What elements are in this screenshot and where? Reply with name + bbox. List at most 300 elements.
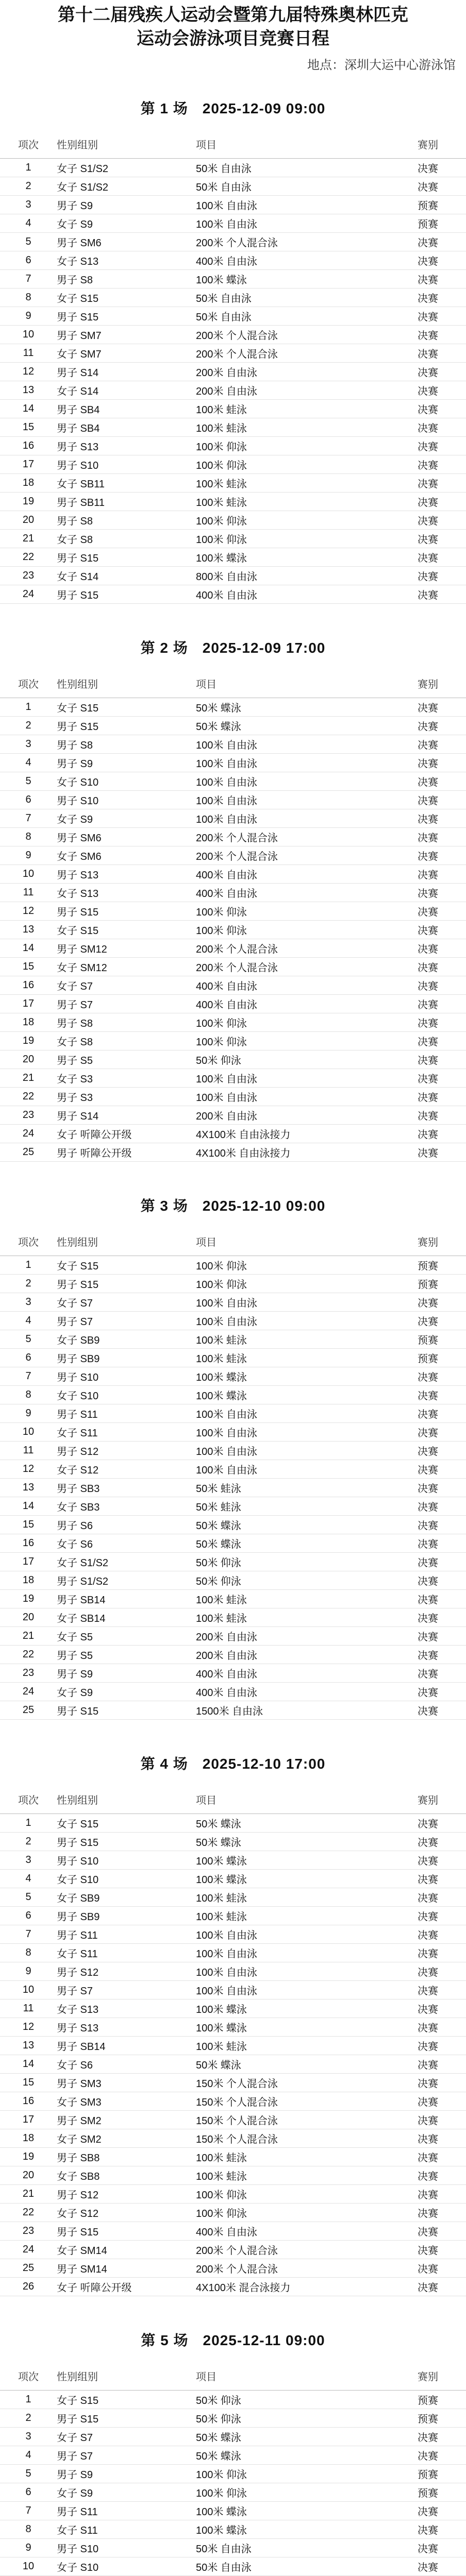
col-round-cell: 决赛: [418, 493, 466, 511]
section-gap: [0, 604, 466, 619]
col-category-cell: 女子 听障公开级: [57, 1125, 196, 1143]
col-category-cell: 男子 S8: [57, 511, 196, 530]
col-round-cell: 决赛: [418, 1312, 466, 1330]
col-event-no-cell: 7: [0, 2502, 57, 2520]
col-event-cell: 200米 个人混合泳: [196, 233, 418, 251]
col-event-cell: 100米 蛙泳: [196, 2166, 418, 2185]
col-round-cell: 决赛: [418, 995, 466, 1013]
table-row: [0, 400, 466, 418]
table-row: [0, 1646, 466, 1664]
col-event-cell: 100米 仰泳: [196, 1032, 418, 1050]
table-row: [0, 809, 466, 828]
col-category-cell: 男子 SB4: [57, 400, 196, 418]
col-event-no-cell: 13: [0, 921, 57, 939]
col-round-cell: 决赛: [418, 1981, 466, 1999]
col-round-cell: 决赛: [418, 1423, 466, 1442]
col-category-cell: 女子 S13: [57, 884, 196, 902]
col-event-cell: 200米 自由泳: [196, 1646, 418, 1664]
col-event-no-cell: 21: [0, 2185, 57, 2204]
col-event-cell: 150米 个人混合泳: [196, 2111, 418, 2129]
table-row: [0, 1907, 466, 1925]
col-event-no-header: 项次: [0, 1785, 57, 1814]
col-event-cell: 100米 蝶泳: [196, 1367, 418, 1386]
table-row: [0, 976, 466, 995]
table-row: [0, 2259, 466, 2278]
col-round-cell: 决赛: [418, 2148, 466, 2166]
col-event-no-cell: 22: [0, 1088, 57, 1106]
col-category-cell: 男子 S12: [57, 2185, 196, 2204]
table-row: [0, 735, 466, 754]
table-row: [0, 1032, 466, 1050]
col-category-cell: 女子 SB9: [57, 1888, 196, 1907]
col-round-cell: 决赛: [418, 1925, 466, 1944]
col-round-cell: 决赛: [418, 177, 466, 196]
table-row: [0, 1516, 466, 1534]
col-event-cell: 100米 蛙泳: [196, 400, 418, 418]
col-event-no-cell: 4: [0, 214, 57, 233]
schedule-table: [0, 1785, 466, 2296]
col-event-no-cell: 23: [0, 567, 57, 585]
col-round-cell: 决赛: [418, 159, 466, 177]
col-event-no-cell: 6: [0, 1349, 57, 1367]
col-event-no-cell: 3: [0, 1851, 57, 1870]
table-row: [0, 2037, 466, 2055]
col-event-cell: 100米 自由泳: [196, 1442, 418, 1460]
table-row: [0, 1386, 466, 1404]
col-category-cell: 女子 SB3: [57, 1497, 196, 1516]
col-category-cell: 男子 S14: [57, 1106, 196, 1125]
table-row: [0, 326, 466, 344]
table-row: [0, 939, 466, 958]
col-event-cell: 50米 自由泳: [196, 2557, 418, 2576]
table-row: [0, 511, 466, 530]
table-row: [0, 2446, 466, 2465]
col-round-cell: 决赛: [418, 717, 466, 735]
table-row: [0, 177, 466, 196]
col-category-cell: 女子 S9: [57, 214, 196, 233]
col-event-cell: 200米 自由泳: [196, 381, 418, 400]
col-event-cell: 100米 自由泳: [196, 1423, 418, 1442]
session-name: 第 5 场: [141, 2332, 189, 2348]
col-category-cell: 男子 S3: [57, 1088, 196, 1106]
col-event-cell: 50米 仰泳: [196, 1553, 418, 1571]
session-name: 第 3 场: [140, 1198, 188, 1214]
col-event-no-header: 项次: [0, 669, 57, 698]
col-event-no-cell: 22: [0, 2204, 57, 2222]
col-event-no-cell: 17: [0, 2111, 57, 2129]
col-event-cell: 4X100米 自由泳接力: [196, 1125, 418, 1143]
col-event-no-cell: 14: [0, 2055, 57, 2074]
col-round-cell: 决赛: [418, 2185, 466, 2204]
col-round-cell: 决赛: [418, 1050, 466, 1069]
col-event-no-cell: 2: [0, 1833, 57, 1851]
col-event-cell: 100米 自由泳: [196, 754, 418, 772]
col-event-no-cell: 20: [0, 2166, 57, 2185]
col-event-cell: 100米 仰泳: [196, 902, 418, 921]
col-category-cell: 女子 S6: [57, 1534, 196, 1553]
col-event-cell: 100米 蝶泳: [196, 270, 418, 289]
col-round-cell: 决赛: [418, 902, 466, 921]
col-event-no-cell: 8: [0, 828, 57, 846]
col-event-cell: 100米 仰泳: [196, 921, 418, 939]
session-section: [0, 1184, 466, 1735]
col-event-cell: 400米 自由泳: [196, 995, 418, 1013]
col-round-cell: 决赛: [418, 809, 466, 828]
table-row: [0, 530, 466, 548]
table-row: [0, 902, 466, 921]
col-event-cell: 400米 自由泳: [196, 585, 418, 604]
col-event-cell: 400米 自由泳: [196, 976, 418, 995]
col-round-cell: 决赛: [418, 1664, 466, 1683]
col-category-cell: 男子 S13: [57, 437, 196, 455]
col-event-no-cell: 13: [0, 2037, 57, 2055]
col-event-cell: 100米 自由泳: [196, 196, 418, 214]
col-round-cell: 决赛: [418, 2557, 466, 2576]
col-round-cell: 决赛: [418, 1814, 466, 1833]
col-event-no-cell: 20: [0, 1608, 57, 1627]
col-category-cell: 女子 S15: [57, 1814, 196, 1833]
col-event-no-cell: 24: [0, 1683, 57, 1701]
col-round-cell: 决赛: [418, 2539, 466, 2557]
col-round-cell: 决赛: [418, 1442, 466, 1460]
col-category-cell: 男子 S15: [57, 2409, 196, 2428]
table-row: [0, 846, 466, 865]
session-section: [0, 2319, 466, 2576]
col-event-no-cell: 5: [0, 2465, 57, 2483]
table-row: [0, 1312, 466, 1330]
col-event-cell: 100米 蝶泳: [196, 1851, 418, 1870]
col-event-cell: 200米 个人混合泳: [196, 326, 418, 344]
col-round-cell: 决赛: [418, 363, 466, 381]
col-event-cell: 400米 自由泳: [196, 1664, 418, 1683]
col-event-no-cell: 7: [0, 1925, 57, 1944]
sessions-container: [0, 87, 466, 2576]
col-event-cell: 4X100米 混合泳接力: [196, 2278, 418, 2296]
col-round-cell: 决赛: [418, 2092, 466, 2111]
schedule-table: [0, 129, 466, 604]
col-round-cell: 预赛: [418, 2483, 466, 2502]
col-round-cell: 预赛: [418, 1349, 466, 1367]
table-row: [0, 1256, 466, 1275]
col-round-cell: 预赛: [418, 196, 466, 214]
col-event-no-cell: 24: [0, 1125, 57, 1143]
col-category-cell: 男子 SB11: [57, 493, 196, 511]
col-category-cell: 男子 SB4: [57, 418, 196, 437]
col-category-cell: 男子 S12: [57, 1442, 196, 1460]
col-event-no-cell: 14: [0, 1497, 57, 1516]
col-event-no-cell: 16: [0, 437, 57, 455]
col-round-cell: 决赛: [418, 939, 466, 958]
col-event-cell: 100米 蛙泳: [196, 1590, 418, 1608]
col-event-cell: 100米 蛙泳: [196, 1349, 418, 1367]
col-event-cell: 100米 蝶泳: [196, 2520, 418, 2539]
col-event-cell: 50米 蛙泳: [196, 1479, 418, 1497]
table-row: [0, 2465, 466, 2483]
col-event-no-cell: 10: [0, 1981, 57, 1999]
col-round-cell: 决赛: [418, 567, 466, 585]
col-event-cell: 100米 自由泳: [196, 1962, 418, 1981]
table-row: [0, 1367, 466, 1386]
col-category-cell: 女子 SB14: [57, 1608, 196, 1627]
table-row: [0, 2185, 466, 2204]
col-category-cell: 男子 SB14: [57, 1590, 196, 1608]
col-event-no-cell: 22: [0, 548, 57, 567]
col-round-cell: 决赛: [418, 1907, 466, 1925]
col-category-cell: 男子 S10: [57, 1367, 196, 1386]
col-category-cell: 女子 SM12: [57, 958, 196, 976]
session-datetime: 2025-12-11 09:00: [203, 2332, 325, 2348]
col-event-no-cell: 6: [0, 1907, 57, 1925]
session-section: [0, 626, 466, 1177]
table-row: [0, 196, 466, 214]
table-row: [0, 1833, 466, 1851]
col-category-cell: 男子 S10: [57, 1851, 196, 1870]
table-row: [0, 2391, 466, 2409]
table-row: [0, 2204, 466, 2222]
col-round-cell: 决赛: [418, 698, 466, 717]
col-round-cell: 决赛: [418, 1534, 466, 1553]
col-event-cell: 50米 蝶泳: [196, 1833, 418, 1851]
table-row: [0, 1962, 466, 1981]
col-category-cell: 男子 SM3: [57, 2074, 196, 2092]
col-category-cell: 女子 S15: [57, 698, 196, 717]
venue-label: 地点：深圳大运中心游泳馆: [307, 58, 456, 72]
table-row: [0, 1999, 466, 2018]
col-event-cell: 50米 蛙泳: [196, 1497, 418, 1516]
table-header-row: [0, 1227, 466, 1256]
col-round-cell: 决赛: [418, 2018, 466, 2037]
col-category-cell: 男子 S7: [57, 2446, 196, 2465]
col-event-no-cell: 17: [0, 995, 57, 1013]
col-event-cell: 4X100米 自由泳接力: [196, 1143, 418, 1162]
col-event-cell: 100米 自由泳: [196, 214, 418, 233]
table-header-row: [0, 1785, 466, 1814]
col-round-cell: 决赛: [418, 270, 466, 289]
col-event-no-cell: 6: [0, 251, 57, 270]
table-row: [0, 2148, 466, 2166]
col-event-cell: 100米 蝶泳: [196, 548, 418, 567]
col-event-cell: 50米 仰泳: [196, 1050, 418, 1069]
col-event-cell: 150米 个人混合泳: [196, 2092, 418, 2111]
col-event-cell: 50米 蝶泳: [196, 2428, 418, 2446]
col-category-cell: 女子 S15: [57, 1256, 196, 1275]
col-event-no-cell: 13: [0, 1479, 57, 1497]
col-round-cell: 决赛: [418, 437, 466, 455]
table-row: [0, 1590, 466, 1608]
col-round-cell: 决赛: [418, 511, 466, 530]
table-row: [0, 437, 466, 455]
col-event-cell: 150米 个人混合泳: [196, 2129, 418, 2148]
table-row: [0, 2074, 466, 2092]
table-row: [0, 995, 466, 1013]
col-event-cell: 400米 自由泳: [196, 1683, 418, 1701]
col-category-cell: 男子 S9: [57, 2465, 196, 2483]
table-row: [0, 418, 466, 437]
col-event-no-cell: 1: [0, 2391, 57, 2409]
col-event-cell: 100米 自由泳: [196, 1404, 418, 1423]
table-row: [0, 1293, 466, 1312]
col-event-cell: 100米 蛙泳: [196, 493, 418, 511]
col-category-cell: 女子 S3: [57, 1069, 196, 1088]
table-row: [0, 567, 466, 585]
col-event-no-cell: 18: [0, 474, 57, 493]
col-round-cell: 预赛: [418, 1330, 466, 1349]
section-gap: [0, 1720, 466, 1735]
col-event-header: 项目: [196, 1785, 418, 1814]
col-category-cell: 男子 S9: [57, 1664, 196, 1683]
table-row: [0, 2111, 466, 2129]
col-round-cell: 决赛: [418, 735, 466, 754]
col-event-no-cell: 1: [0, 1256, 57, 1275]
col-event-no-cell: 8: [0, 289, 57, 307]
col-category-cell: 女子 S12: [57, 1460, 196, 1479]
col-round-cell: 决赛: [418, 1497, 466, 1516]
col-round-cell: 决赛: [418, 344, 466, 363]
col-event-no-cell: 11: [0, 344, 57, 363]
session-name: 第 4 场: [140, 1756, 188, 1772]
table-row: [0, 2483, 466, 2502]
col-round-cell: 决赛: [418, 1999, 466, 2018]
col-category-cell: 女子 S7: [57, 2428, 196, 2446]
col-event-cell: 100米 自由泳: [196, 1293, 418, 1312]
table-row: [0, 233, 466, 251]
title-line-1: 第十二届残疾人运动会暨第九届特殊奥林匹克: [58, 5, 408, 25]
col-category-cell: 女子 S7: [57, 1293, 196, 1312]
col-category-cell: 女子 S11: [57, 2520, 196, 2539]
col-round-cell: 决赛: [418, 1627, 466, 1646]
col-event-no-cell: 14: [0, 400, 57, 418]
col-event-cell: 50米 蝶泳: [196, 2446, 418, 2465]
col-event-no-cell: 5: [0, 1888, 57, 1907]
col-event-cell: 100米 自由泳: [196, 791, 418, 809]
col-category-cell: 女子 S15: [57, 289, 196, 307]
table-row: [0, 1888, 466, 1907]
col-round-cell: 决赛: [418, 2037, 466, 2055]
col-event-cell: 50米 自由泳: [196, 2539, 418, 2557]
col-event-no-header: 项次: [0, 129, 57, 159]
col-event-cell: 100米 蝶泳: [196, 1870, 418, 1888]
col-event-no-cell: 10: [0, 326, 57, 344]
col-event-no-cell: 9: [0, 2539, 57, 2557]
col-event-no-cell: 18: [0, 1571, 57, 1590]
col-category-cell: 女子 S9: [57, 1683, 196, 1701]
col-category-cell: 女子 SB8: [57, 2166, 196, 2185]
table-row: [0, 1627, 466, 1646]
table-row: [0, 585, 466, 604]
col-event-no-cell: 7: [0, 1367, 57, 1386]
table-row: [0, 363, 466, 381]
col-category-header: 性别组别: [57, 2361, 196, 2391]
table-row: [0, 1349, 466, 1367]
session-name: 第 2 场: [140, 640, 188, 656]
col-round-cell: 决赛: [418, 772, 466, 791]
col-event-cell: 50米 蝶泳: [196, 1814, 418, 1833]
col-round-cell: 决赛: [418, 2222, 466, 2241]
col-category-cell: 男子 S9: [57, 754, 196, 772]
table-row: [0, 2520, 466, 2539]
col-round-cell: 决赛: [418, 846, 466, 865]
col-event-cell: 100米 蛙泳: [196, 1330, 418, 1349]
col-round-cell: 决赛: [418, 1851, 466, 1870]
col-event-cell: 100米 自由泳: [196, 1069, 418, 1088]
col-event-no-cell: 24: [0, 2241, 57, 2259]
col-category-cell: 男子 S11: [57, 2502, 196, 2520]
table-row: [0, 2241, 466, 2259]
col-event-no-cell: 12: [0, 902, 57, 921]
table-row: [0, 1814, 466, 1833]
col-round-header: 赛别: [418, 2361, 466, 2391]
table-row: [0, 828, 466, 846]
table-row: [0, 1404, 466, 1423]
col-category-cell: 男子 S7: [57, 1981, 196, 1999]
table-row: [0, 289, 466, 307]
session-datetime: 2025-12-10 09:00: [202, 1198, 326, 1214]
col-category-cell: 男子 S10: [57, 2539, 196, 2557]
table-row: [0, 1683, 466, 1701]
col-event-cell: 50米 蝶泳: [196, 1534, 418, 1553]
table-row: [0, 1330, 466, 1349]
table-row: [0, 1981, 466, 1999]
table-row: [0, 455, 466, 474]
table-row: [0, 754, 466, 772]
col-round-cell: 决赛: [418, 1293, 466, 1312]
col-event-cell: 100米 仰泳: [196, 2204, 418, 2222]
col-round-cell: 预赛: [418, 2465, 466, 2483]
col-category-cell: 女子 S9: [57, 809, 196, 828]
col-category-cell: 女子 S5: [57, 1627, 196, 1646]
col-event-cell: 50米 自由泳: [196, 289, 418, 307]
col-event-cell: 50米 自由泳: [196, 307, 418, 326]
col-round-cell: 决赛: [418, 865, 466, 884]
col-event-no-cell: 15: [0, 418, 57, 437]
col-category-cell: 男子 SB8: [57, 2148, 196, 2166]
col-event-no-cell: 9: [0, 1962, 57, 1981]
col-event-cell: 100米 自由泳: [196, 1944, 418, 1962]
col-event-cell: 100米 蝶泳: [196, 1386, 418, 1404]
col-category-cell: 女子 SM14: [57, 2241, 196, 2259]
col-round-cell: 决赛: [418, 1683, 466, 1701]
col-event-no-cell: 3: [0, 735, 57, 754]
col-round-cell: 决赛: [418, 474, 466, 493]
col-event-no-cell: 4: [0, 1312, 57, 1330]
col-event-no-cell: 19: [0, 2148, 57, 2166]
col-category-cell: 女子 S10: [57, 772, 196, 791]
table-row: [0, 159, 466, 177]
col-category-cell: 男子 SM12: [57, 939, 196, 958]
col-event-no-cell: 21: [0, 530, 57, 548]
session-header: [0, 87, 466, 129]
col-round-cell: 决赛: [418, 1088, 466, 1106]
table-header-row: [0, 129, 466, 159]
col-category-cell: 男子 S9: [57, 196, 196, 214]
title-line-2: 运动会游泳项目竞赛日程: [137, 29, 329, 48]
col-round-cell: 决赛: [418, 1460, 466, 1479]
col-round-cell: 决赛: [418, 921, 466, 939]
col-event-cell: 100米 仰泳: [196, 2185, 418, 2204]
col-event-cell: 100米 蛙泳: [196, 1888, 418, 1907]
table-row: [0, 2409, 466, 2428]
col-event-cell: 200米 自由泳: [196, 363, 418, 381]
col-round-cell: 决赛: [418, 976, 466, 995]
col-event-no-cell: 26: [0, 2278, 57, 2296]
col-event-no-cell: 7: [0, 270, 57, 289]
col-event-no-cell: 11: [0, 1442, 57, 1460]
col-event-no-cell: 17: [0, 1553, 57, 1571]
col-event-cell: 100米 蝶泳: [196, 2502, 418, 2520]
col-event-no-cell: 2: [0, 717, 57, 735]
col-round-cell: 决赛: [418, 2074, 466, 2092]
table-row: [0, 2166, 466, 2185]
